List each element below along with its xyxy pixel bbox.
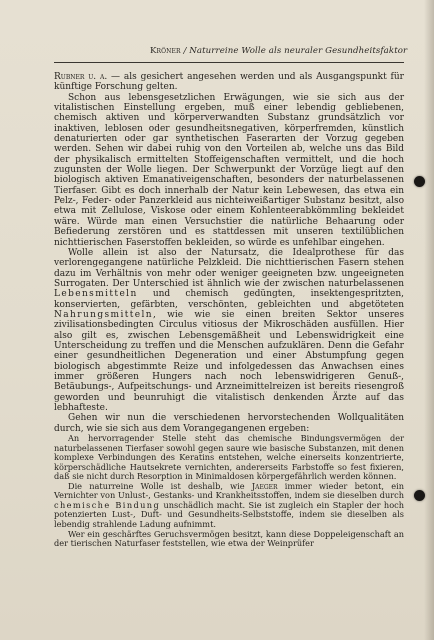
text-run: Wer ein geschärftes Geruchsvermögen besitzt, kann diese Doppeleigenschaft an der tierischen Naturfaser feststellen, wie etwa der Weinprüfer xyxy=(54,528,404,549)
text-run: Rubner u. a. xyxy=(54,72,108,82)
body-text xyxy=(54,72,404,549)
text-run: chemische Bindung xyxy=(54,499,161,510)
text-run: unschädlich macht. Sie ist zugleich ein Stapler der hoch potenzierten Lust-, Duft- und Gesundheits-Selbststoffe, indem sie dieselben als lebendig strahlende Ladung aufnimmt. xyxy=(54,499,404,529)
paragraph xyxy=(54,72,404,93)
text-run: , wie wie sie einen breiten Sektor unseres zivilisationsbedingten Circulus vitiosus der Mikroschäden ausfüllen. Hier also gilt es, zwischen Lebensgemäßheit und Lebenswidrigkeit eine Unterscheidung zu treffen und die Menschen aufzuklären. Denn die Gefahr einer gesundheitlichen Degeneration und einer Abstumpfung gegen biologisch abgestimmte Reize und infolgedessen das Anwachsen eines immer größeren Hungers nach noch lebenswidrigeren Genuß-, Betäubungs-, Aufpeitschungs- und Arzneimittelreizen ist bereits riesengroß geworden und beunruhigt die vitalistisch denkenden Ärzte auf das lebhafteste. xyxy=(54,309,404,413)
text-run: — als gesichert angesehen werden und als Ausgangspunkt für künftige Forschung gelten. xyxy=(54,72,404,93)
running-header xyxy=(150,46,407,56)
text-run: immer wieder betont, ein Vernichter von Unlust-, Gestanks- und Krankheitsstoffen, indem sie dieselben durch xyxy=(54,480,404,501)
text-run: Gehen wir nun die verschiedenen hervorstechenden Wollqualitäten durch, wie sie sich aus dem Vorangegangenen ergeben: xyxy=(54,413,404,434)
header-rule xyxy=(54,62,404,63)
text-run: Die naturreine Wolle ist deshalb, wie xyxy=(68,480,252,491)
paragraph xyxy=(54,413,404,434)
text-run: Schon aus lebensgesetzlichen Erwägungen, wie sie sich aus der vitalistischen Einstellung ergeben, muß einer lebendig gebliebenen, chemisch aktiven und körperverwandten Substanz grundsätzlich vor inaktiven, leblosen oder gesundheitsnegativen, körperfremden, künstlich denaturierten oder gar synthetischen Faserarten der Vorzug gegeben werden. Sehen wir dabei ruhig von den Vorteilen ab, welche uns das Bild der physikalisch ermittelten Stoffeigenschaften vermittelt, und die hoch zugunsten der Wolle liegen. Der Schwerpunkt der Vorzüge liegt auf den biologisch aktiven Emanativeigenschaften, besonders der naturbelassenen Tierfaser. Gibt es doch innerhalb der Natur kein Lebewesen, das etwa ein Pelz-, Feder- oder Panzerkleid aus nichteiweißartiger Substanz besitzt, also etwa mit Zellulose, Viskose oder einem Kohlenteerabkömmling bekleidet wäre. Würde man einen Versuchstier die natürliche Behaarung oder Befiederung zerstören und es stattdessen mit unseren textilüblichen nichttierischen Faserstoffen bekleiden, so würde es unfehlbar eingehen. xyxy=(54,92,404,248)
text-run: An hervorragender Stelle steht das chemische Bindungsvermögen der naturbelassenen Tierfaser sowohl gegen saure wie basische Substanzen, mit denen komplexe Verbindungen des Keratins entstehen, welche einerseits konzentrierte, körperschädliche Hautsekrete vernichten, andererseits Farbstoffe so fest fixieren, daß sie nicht durch Resorption in Minimaldosen körpergefährlich werden können. xyxy=(54,433,404,482)
paragraph xyxy=(54,434,404,482)
paragraph xyxy=(54,93,404,248)
header-separator: / xyxy=(180,46,190,56)
header-title: Naturreine Wolle als neuraler Gesundheitsfaktor xyxy=(189,46,408,56)
text-run: Nahrungsmitteln xyxy=(54,309,153,320)
header-author: Kröner xyxy=(150,46,181,56)
text-run: Jaeger xyxy=(251,480,278,491)
paragraph xyxy=(54,530,404,549)
text-run: Lebensmitteln xyxy=(54,289,138,300)
text-run: und chemisch gedüngten, insektengespritzten, konservierten, gefärbten, verschönten, gebleichten und abgetöteten xyxy=(54,289,404,310)
page-edge-shadow xyxy=(424,0,434,640)
text-run: Wolle allein ist also der Natursatz, die Idealprothese für das verlorengegangene natürliche Pelzkleid. Die nichttierischen Fasern stehen dazu im Verhältnis von mehr oder weniger geeigneten bzw. ungeeigneten Surrogaten. Der Unterschied ist ähnlich wie der zwischen naturbelassenen xyxy=(54,247,404,289)
paragraph xyxy=(54,482,404,530)
paragraph xyxy=(54,248,404,414)
